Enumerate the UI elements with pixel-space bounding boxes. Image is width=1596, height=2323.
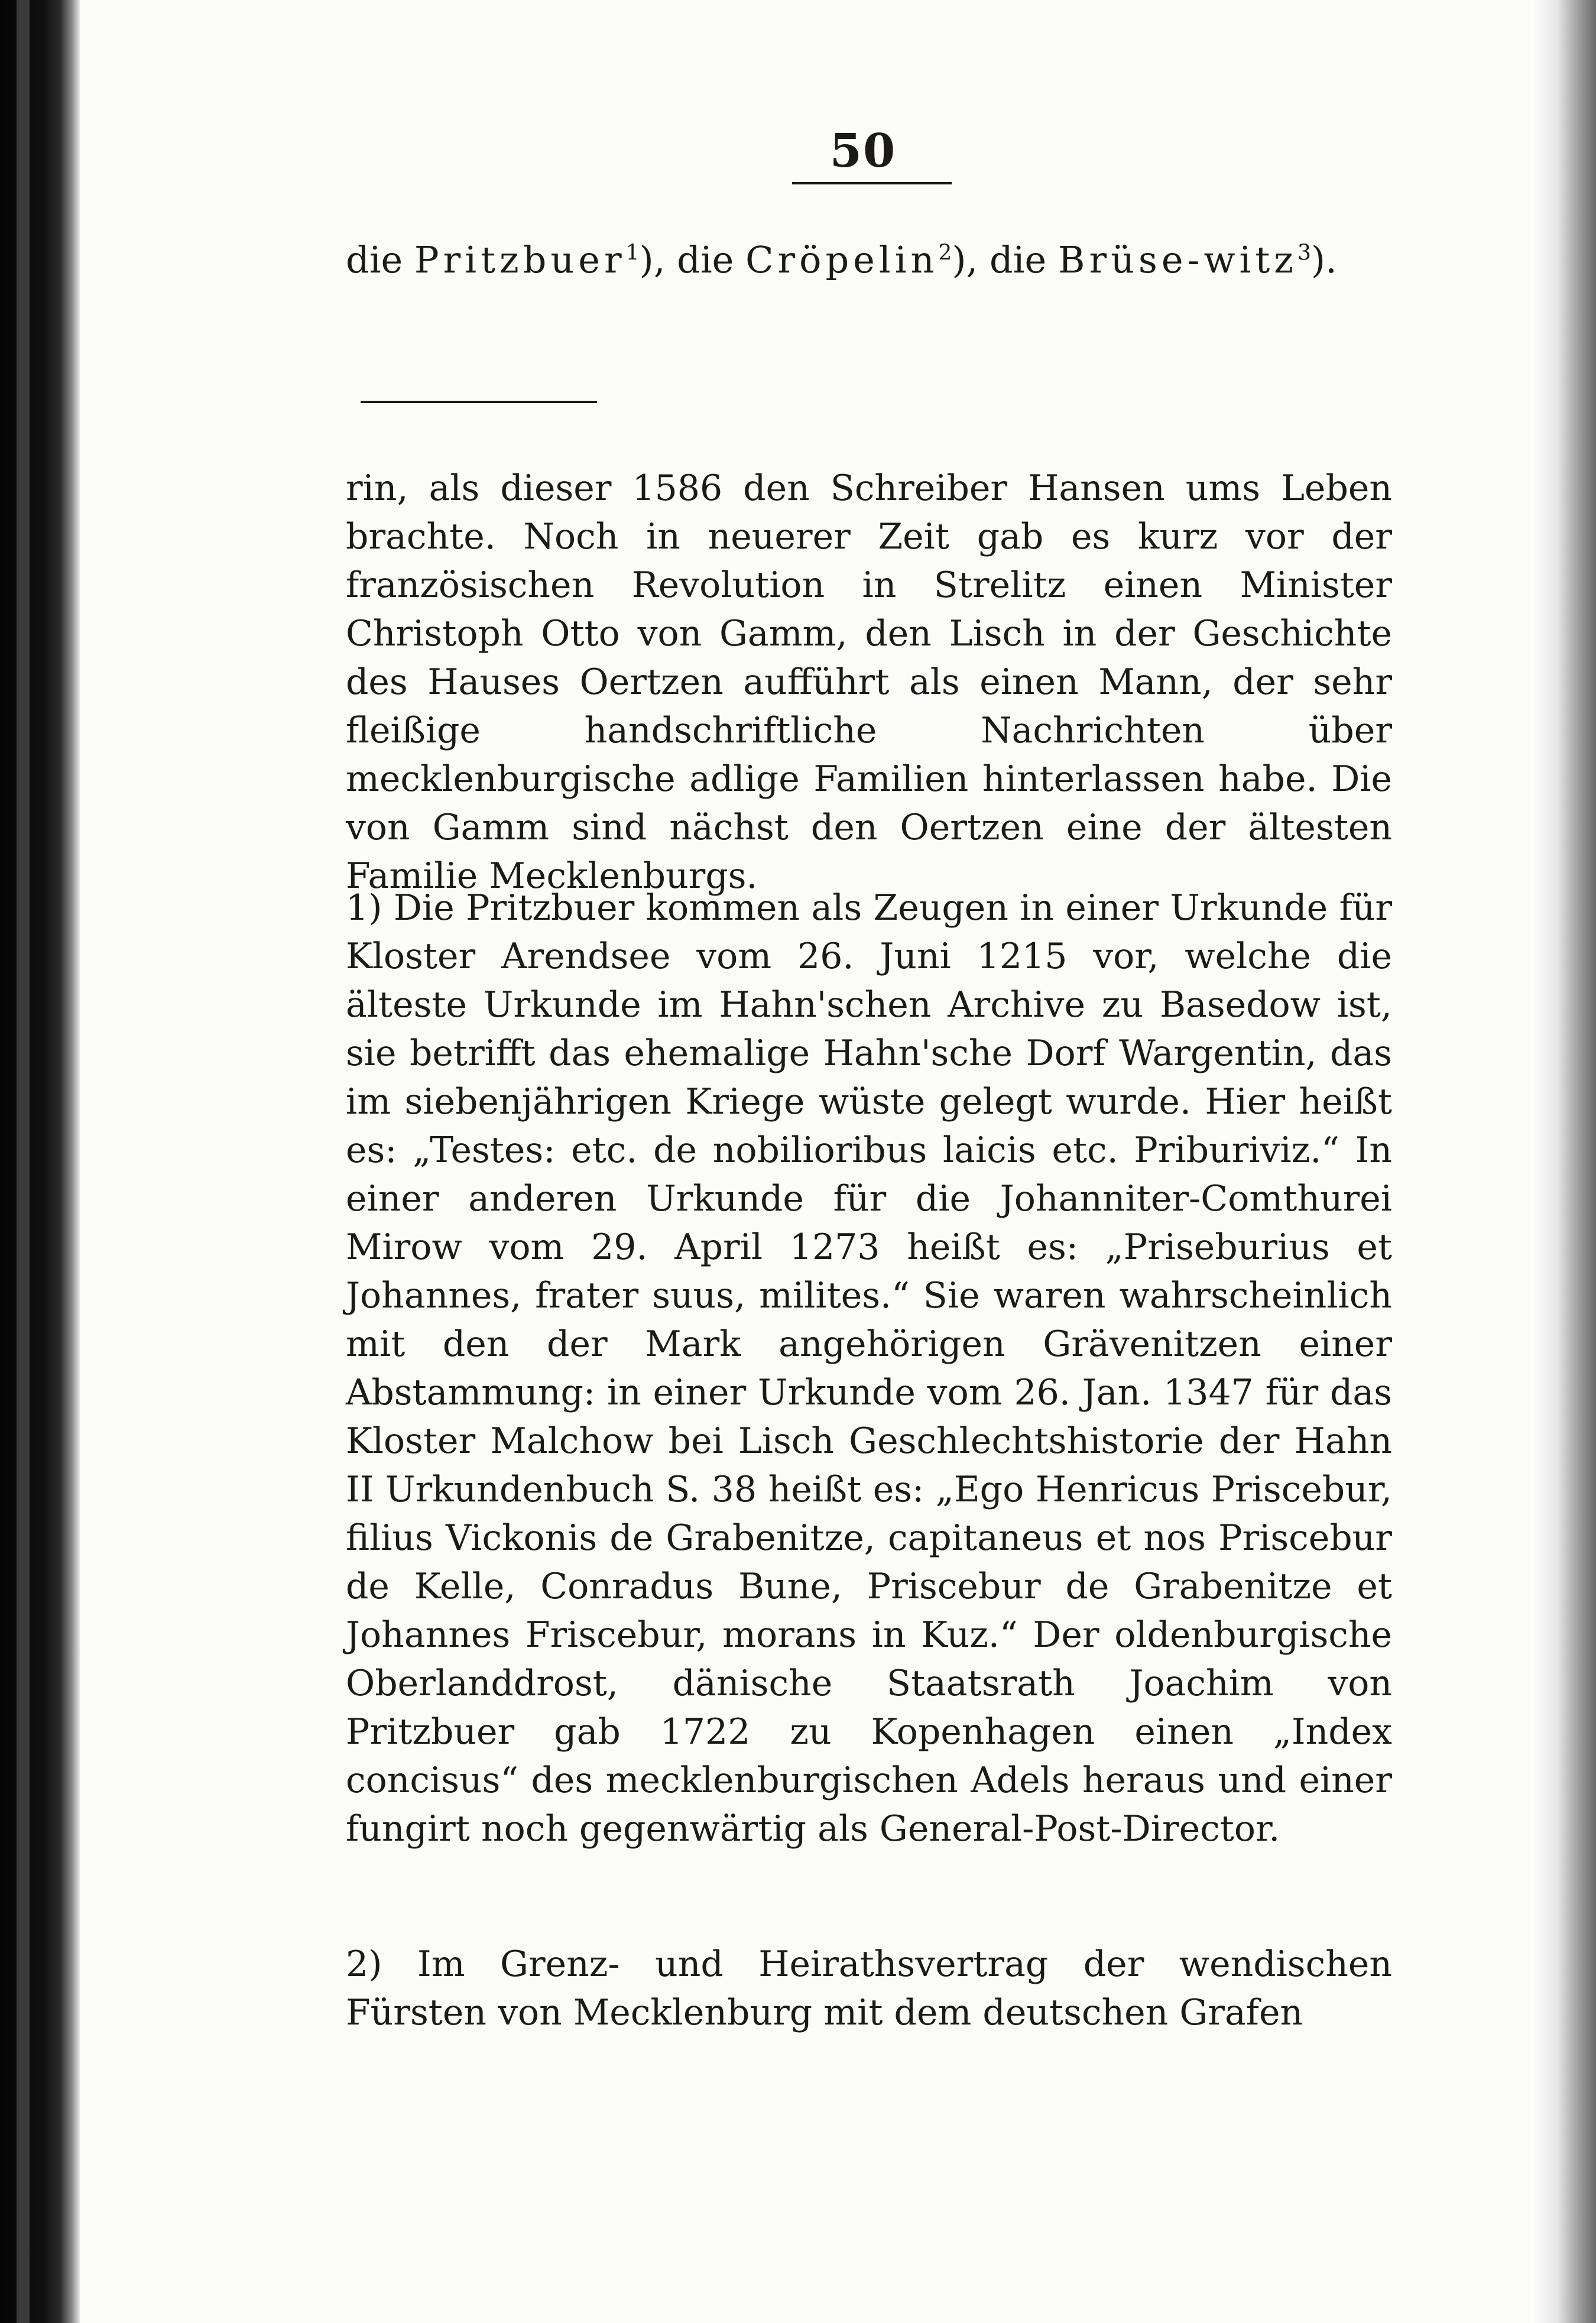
text-fragment: die: [346, 238, 414, 281]
text-fragment: ), die: [639, 238, 746, 281]
footnote-1-text: 1) Die Pritzbuer kommen als Zeugen in einer Urkunde für Kloster Arendsee vom 26. Juni 1215 vor, welche die älteste Urkunde im Hahn'schen Archive zu Basedow ist, sie betrifft das ehemalige Hahn'sche Dorf Wargentin, das im siebenjährigen Kriege wüste gelegt wurde. Hier heißt es: „Testes: etc. de nobilioribus laicis etc. Priburiviz.“ In einer anderen Urkunde für die Johanniter-Comthurei Mirow vom 29. April 1273 heißt es: „Priseburius et Johannes, frater suus, milites.“ Sie waren wahrscheinlich mit den der Mark angehörigen Grävenitzen einer Abstammung: in einer Urkunde vom 26. Jan. 1347 für das Kloster Malchow bei Lisch Geschlechtshistorie der Hahn II Urkundenbuch S. 38 heißt es: „Ego Henricus Priscebur, filius Vickonis de Grabenitze, capitaneus et nos Priscebur de Kelle, Conradus Bune, Priscebur de Grabenitze et Johannes Friscebur, morans in Kuz.“ Der oldenburgische Oberlanddrost, dänische Staatsrath Joachim von Pritzbuer gab 1722 zu Kopenhagen einen „Index concisus“ des mecklenburgischen Adels heraus und einer fungirt noch gegenwärtig als General-Post-Director.: [346, 887, 1392, 1850]
spine-stripe: [17, 0, 30, 2323]
main-text-top: [346, 233, 1392, 287]
text-fragment: ).: [1310, 238, 1337, 281]
family-name-croepelin: Cröpelin: [745, 238, 939, 281]
footnote-ref-1: 1: [625, 241, 640, 265]
family-name-bruesewitz: Brüse-witz: [1057, 238, 1297, 281]
footnote-1: [346, 884, 1392, 1853]
page-number-rule: [792, 182, 952, 184]
main-text-line: [346, 233, 1392, 287]
footnote-continuation: [346, 464, 1392, 900]
page-number: 50: [829, 124, 897, 178]
footnote-2: [346, 1940, 1392, 2037]
book-spine-shadow: [0, 0, 80, 2323]
family-name-pritzbuer: Pritzbuer: [414, 238, 626, 281]
footnote-ref-2: 2: [938, 241, 952, 265]
continuation-paragraph: rin, als dieser 1586 den Schreiber Hansen ums Leben brachte. Noch in neuerer Zeit gab es kurz vor der französischen Revolution in Strelitz einen Minister Christoph Otto von Gamm, den Lisch in der Geschichte des Hauses Oertzen aufführt als einen Mann, der sehr fleißige handschriftliche Nachrichten über mecklenburgische adlige Familien hinterlassen habe. Die von Gamm sind nächst den Oertzen eine der ältesten Familie Mecklenburgs.: [346, 468, 1392, 897]
footnote-ref-3: 3: [1297, 241, 1311, 265]
text-fragment: ), die: [952, 238, 1058, 281]
page-edge-shadow: [1531, 0, 1596, 2323]
footnote-2-text: 2) Im Grenz- und Heirathsvertrag der wendischen Fürsten von Mecklenburg mit dem deutschen Grafen: [346, 1944, 1392, 2033]
footnote-separator: [361, 401, 597, 403]
